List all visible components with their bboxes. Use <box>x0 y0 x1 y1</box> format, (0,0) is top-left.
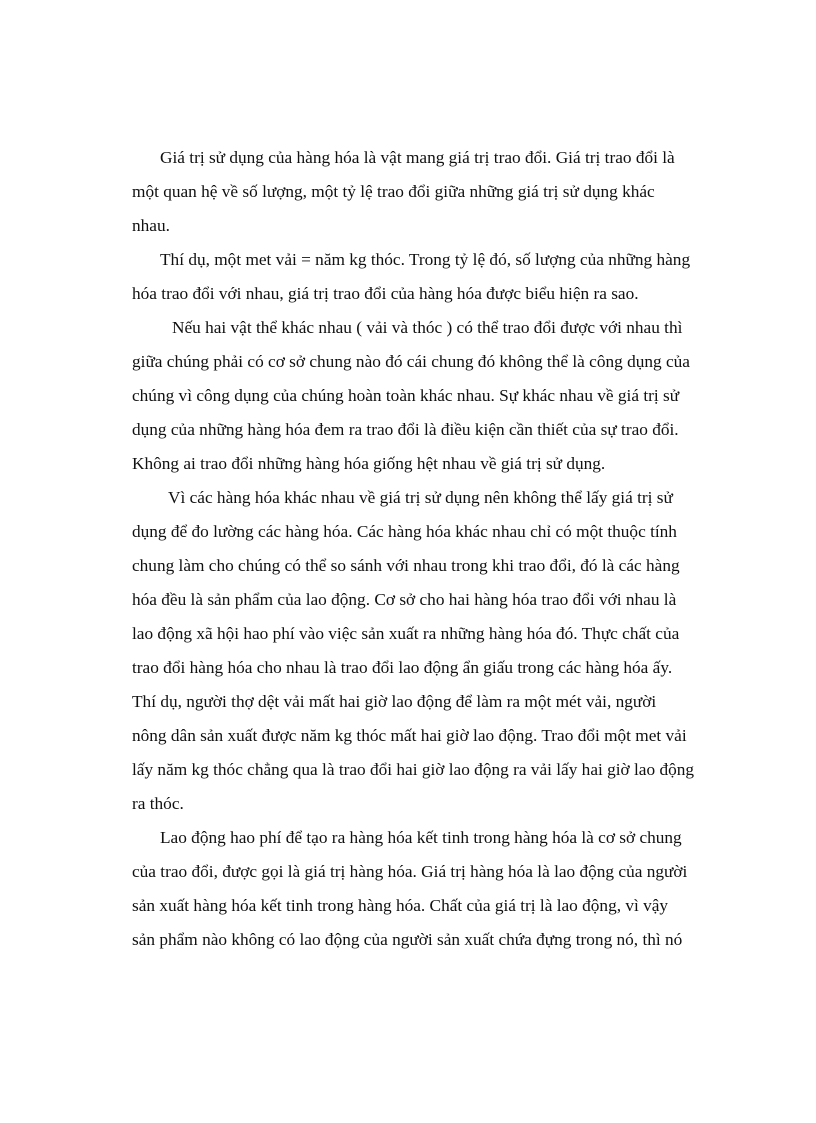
text-line: chúng vì công dụng của chúng hoàn toàn khác nhau. Sự khác nhau về giá trị sử <box>132 386 680 405</box>
text-line: lấy năm kg thóc chẳng qua là trao đổi hai giờ lao động ra vải lấy hai giờ lao động <box>132 760 695 779</box>
text-line: dụng để đo lường các hàng hóa. Các hàng hóa khác nhau chỉ có một thuộc tính <box>132 522 677 541</box>
text-line: sản xuất hàng hóa kết tinh trong hàng hóa. Chất của giá trị là lao động, vì vậy <box>132 896 669 915</box>
paragraph-2 <box>132 243 744 311</box>
text-line: Nếu hai vật thể khác nhau ( vải và thóc ) có thể trao đổi được với nhau thì <box>172 318 683 337</box>
paragraph-4 <box>132 481 744 821</box>
text-line: giữa chúng phải có cơ sở chung nào đó cái chung đó không thể là công dụng của <box>132 352 690 371</box>
text-line: ra thóc. <box>132 794 184 813</box>
text-line: lao động xã hội hao phí vào việc sản xuất ra những hàng hóa đó. Thực chất của <box>132 624 680 643</box>
text-line: hóa trao đổi với nhau, giá trị trao đổi của hàng hóa được biểu hiện ra sao. <box>132 284 639 303</box>
text-line: một quan hệ về số lượng, một tỷ lệ trao đổi giữa những giá trị sử dụng khác <box>132 182 655 201</box>
text-line: nông dân sản xuất được năm kg thóc mất hai giờ lao động. Trao đổi một met vải <box>132 726 687 745</box>
text-line: Lao động hao phí để tạo ra hàng hóa kết tinh trong hàng hóa là cơ sở chung <box>160 828 682 847</box>
text-line: Thí dụ, người thợ dệt vải mất hai giờ lao động để làm ra một mét vải, người <box>132 692 657 711</box>
text-line: hóa đều là sản phẩm của lao động. Cơ sở cho hai hàng hóa trao đổi với nhau là <box>132 590 677 609</box>
text-line: Không ai trao đổi những hàng hóa giống hệt nhau về giá trị sử dụng. <box>132 454 606 473</box>
text-line: nhau. <box>132 216 170 235</box>
text-line: dụng của những hàng hóa đem ra trao đổi là điều kiện cần thiết của sự trao đổi. <box>132 420 679 439</box>
text-line: trao đổi hàng hóa cho nhau là trao đổi lao động ẩn giấu trong các hàng hóa ấy. <box>132 658 673 677</box>
paragraph-1 <box>132 141 744 243</box>
text-line: Vì các hàng hóa khác nhau về giá trị sử dụng nên không thể lấy giá trị sử <box>168 488 673 507</box>
text-line: sản phẩm nào không có lao động của người sản xuất chứa đựng trong nó, thì nó <box>132 930 683 949</box>
text-line: chung làm cho chúng có thể so sánh với nhau trong khi trao đổi, đó là các hàng <box>132 556 680 575</box>
text-line: Thí dụ, một met vải = năm kg thóc. Trong tỷ lệ đó, số lượng của những hàng <box>160 250 691 269</box>
text-line: Giá trị sử dụng của hàng hóa là vật mang giá trị trao đổi. Giá trị trao đổi là <box>160 148 675 167</box>
text-line: của trao đổi, được gọi là giá trị hàng hóa. Giá trị hàng hóa là lao động của người <box>132 862 688 881</box>
paragraph-3 <box>132 311 744 481</box>
document-body <box>132 141 744 957</box>
paragraph-5 <box>132 821 744 957</box>
